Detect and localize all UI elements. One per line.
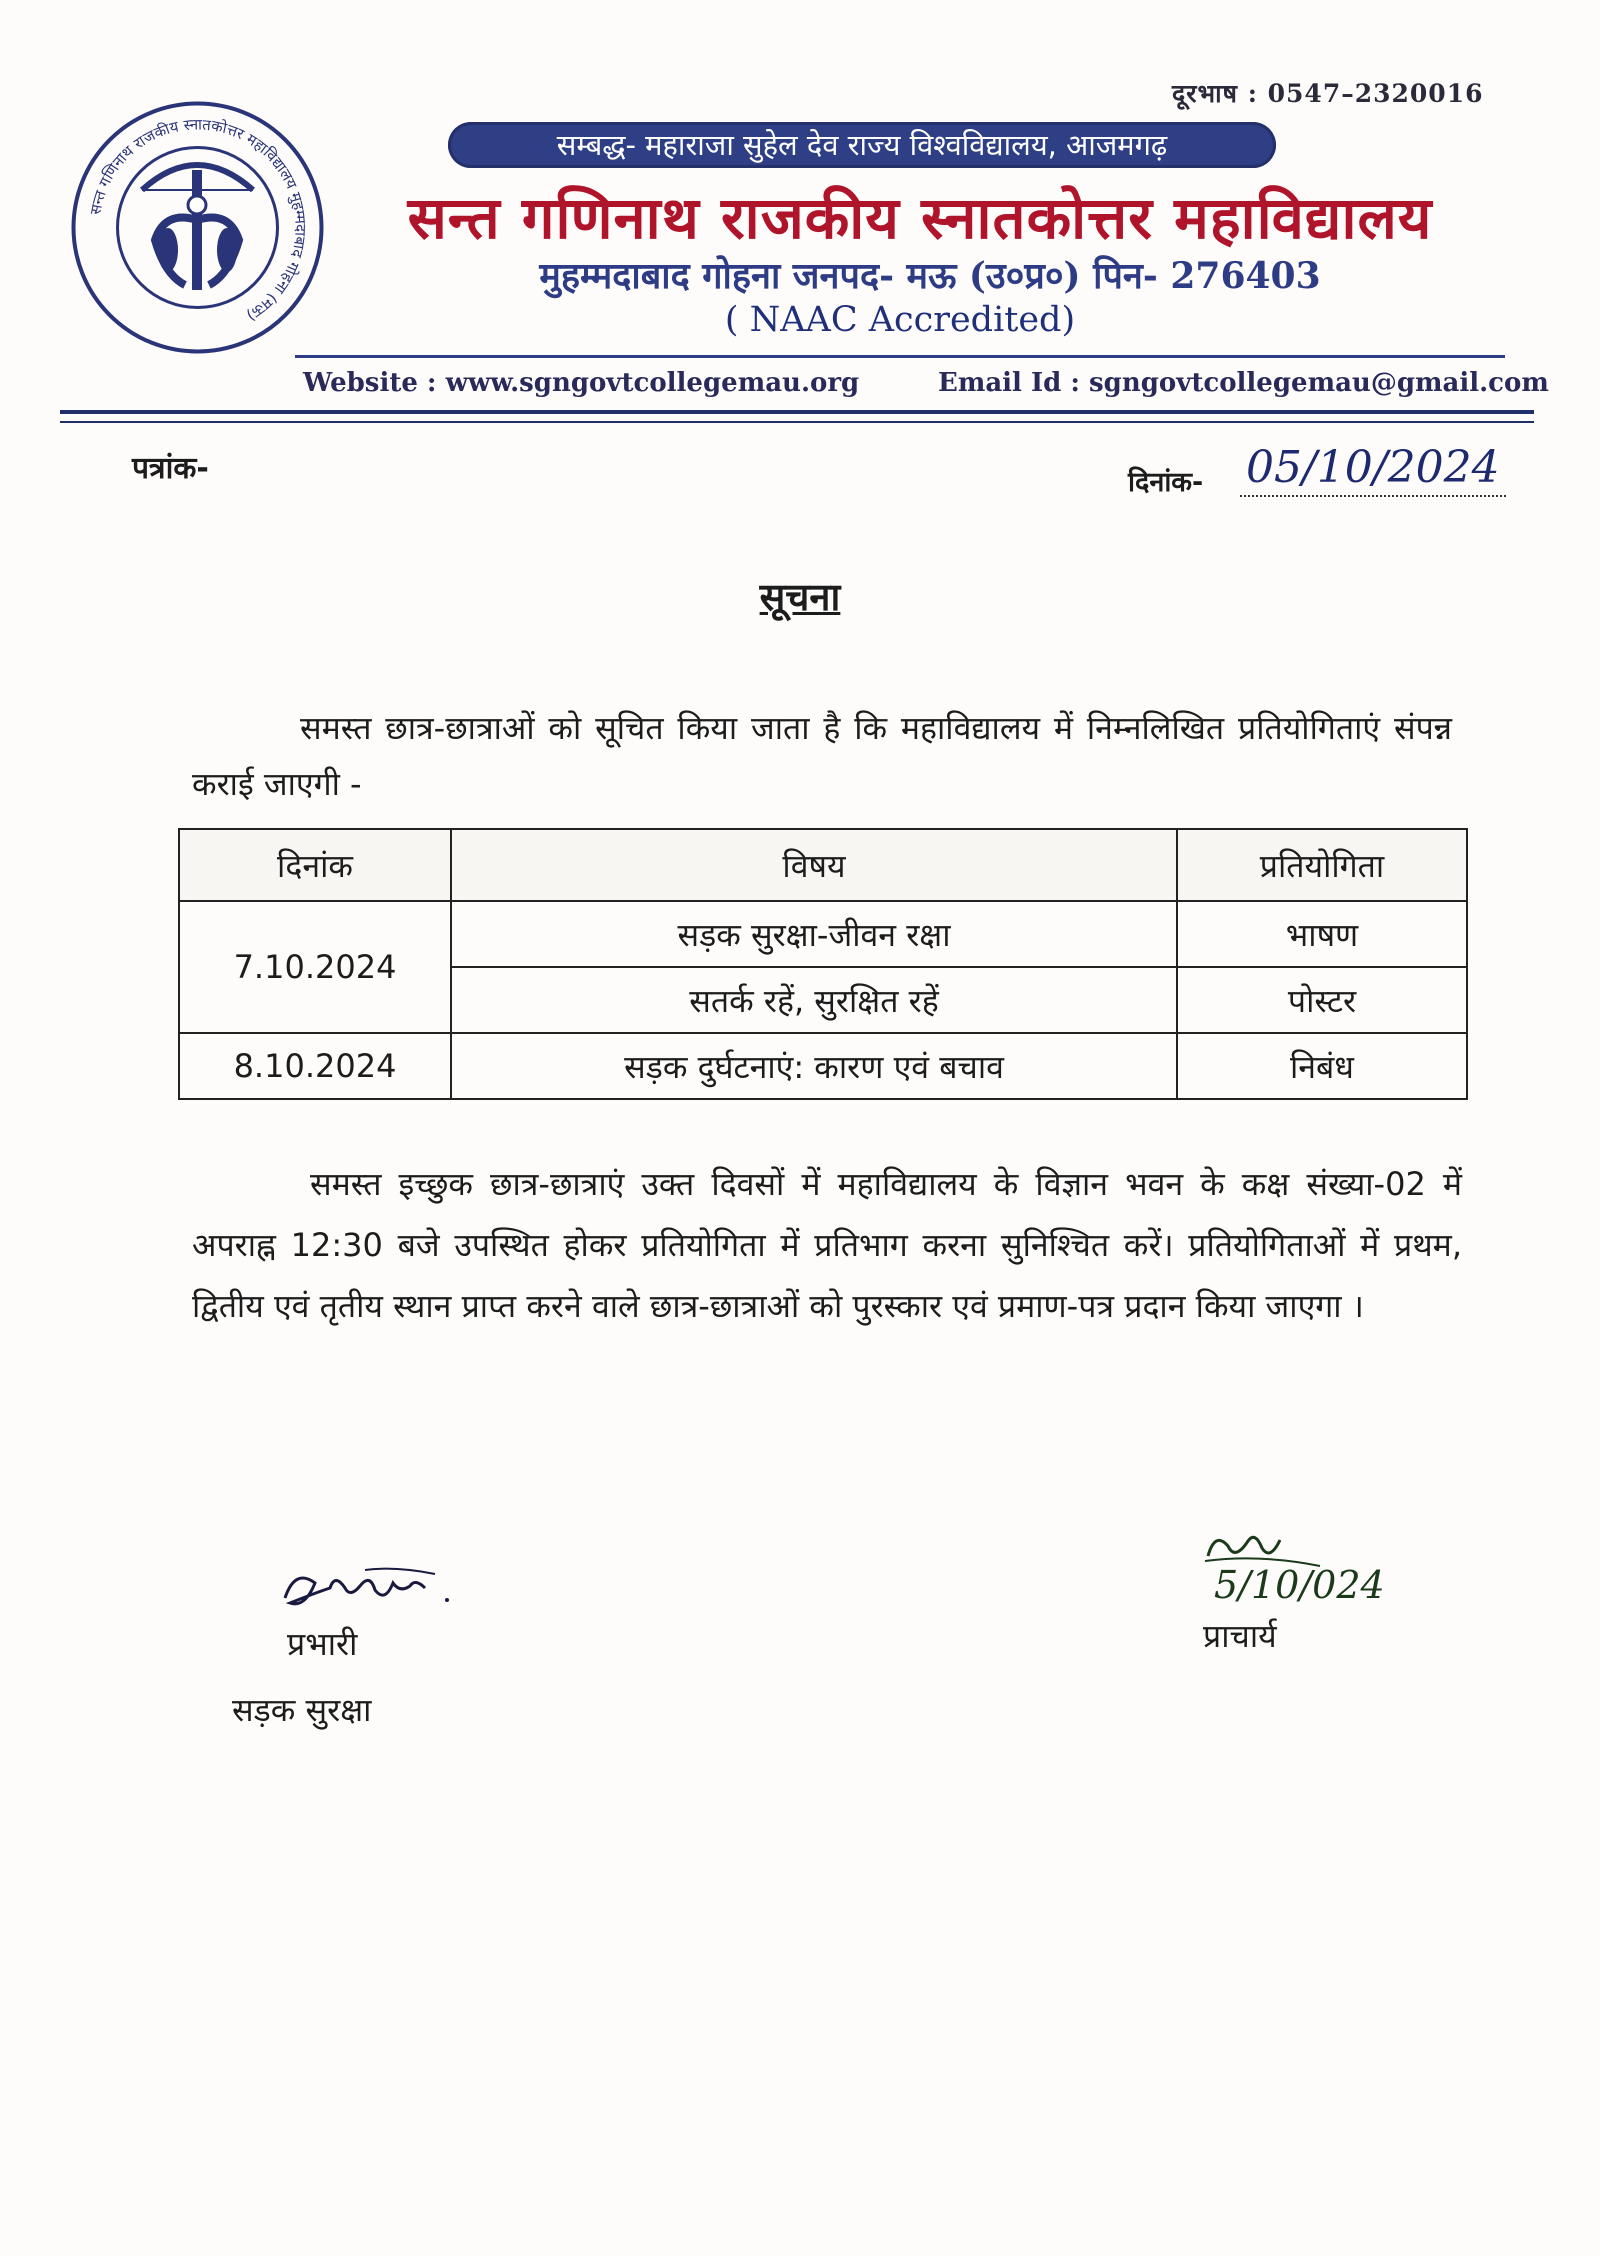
- principal-title: प्राचार्य: [1203, 1617, 1277, 1655]
- reference-number-label: पत्रांक-: [132, 451, 209, 486]
- phone-number: दूरभाष : 0547–2320016: [1172, 79, 1484, 108]
- header-double-rule-thick: [60, 410, 1534, 414]
- college-seal-logo: [70, 100, 325, 355]
- notice-body-paragraph: समस्त इच्छुक छात्र-छात्राएं उक्त दिवसों में महाविद्यालय के विज्ञान भवन के कक्ष संख्या-02 में अपराह्न 12:30 बजे उपस्थित होकर प्रतियोगिता में प्रतिभाग करना सुनिश्चित करें। प्रतियोगिताओं में प्रथम, द्वितीय एवं तृतीय स्थान प्राप्त करने वाले छात्र-छात्राओं को पुरस्कार एवं प्रमाण-पत्र प्रदान किया जाएगा ।: [192, 1165, 1462, 1325]
- column-header-date: दिनांक: [179, 829, 451, 901]
- incharge-signature: [275, 1548, 455, 1618]
- cell-date: 8.10.2024: [179, 1033, 451, 1099]
- college-address: मुहम्मदाबाद गोहना जनपद- मऊ (उ०प्र०) पिन- 276403: [539, 255, 1321, 297]
- table-row: [179, 1033, 1467, 1099]
- cell-competition: पोस्टर: [1177, 967, 1467, 1033]
- svg-text:5/10/024: 5/10/024: [1214, 1563, 1385, 1607]
- principal-signature: [1200, 1526, 1430, 1616]
- table-header-row: [179, 829, 1467, 901]
- date-label: दिनांक-: [1128, 467, 1204, 498]
- affiliation-banner: सम्बद्ध- महाराजा सुहेल देव राज्य विश्वविद्यालय, आजमगढ़: [448, 122, 1276, 168]
- cell-date: 7.10.2024: [179, 901, 451, 1033]
- email-link[interactable]: Email Id : sgngovtcollegemau@gmail.com: [938, 368, 1549, 398]
- cell-competition: निबंध: [1177, 1033, 1467, 1099]
- column-header-competition: प्रतियोगिता: [1177, 829, 1467, 901]
- incharge-title: प्रभारी: [287, 1625, 358, 1663]
- column-header-topic: विषय: [451, 829, 1177, 901]
- cell-topic: सतर्क रहें, सुरक्षित रहें: [451, 967, 1177, 1033]
- website-link[interactable]: Website : www.sgngovtcollegemau.org: [303, 368, 860, 398]
- svg-text:सन्त गणिनाथ राजकीय स्नातकोत्तर: सन्त गणिनाथ राजकीय स्नातकोत्तर महाविद्यालय मुहम्मदाबाद गोहना (मऊ): [86, 115, 310, 325]
- cell-topic: सड़क सुरक्षा-जीवन रक्षा: [451, 901, 1177, 967]
- table-row: [179, 901, 1467, 967]
- notice-intro-paragraph: समस्त छात्र-छात्राओं को सूचित किया जाता है कि महाविद्यालय में निम्नलिखित प्रतियोगिताएं संपन्न कराई जाएगी -: [192, 709, 1452, 803]
- handwritten-date: 05/10/2024: [1240, 442, 1506, 497]
- competition-schedule-table: [178, 828, 1468, 1100]
- cell-topic: सड़क दुर्घटनाएं: कारण एवं बचाव: [451, 1033, 1177, 1099]
- notice-title: सूचना: [759, 575, 841, 619]
- header-double-rule-thin: [60, 421, 1534, 423]
- cell-competition: भाषण: [1177, 901, 1467, 967]
- college-name: सन्त गणिनाथ राजकीय स्नातकोत्तर महाविद्यालय: [407, 184, 1433, 252]
- accreditation-label: ( NAAC Accredited): [724, 300, 1076, 340]
- incharge-department: सड़क सुरक्षा: [232, 1691, 372, 1729]
- header-divider: [295, 355, 1505, 358]
